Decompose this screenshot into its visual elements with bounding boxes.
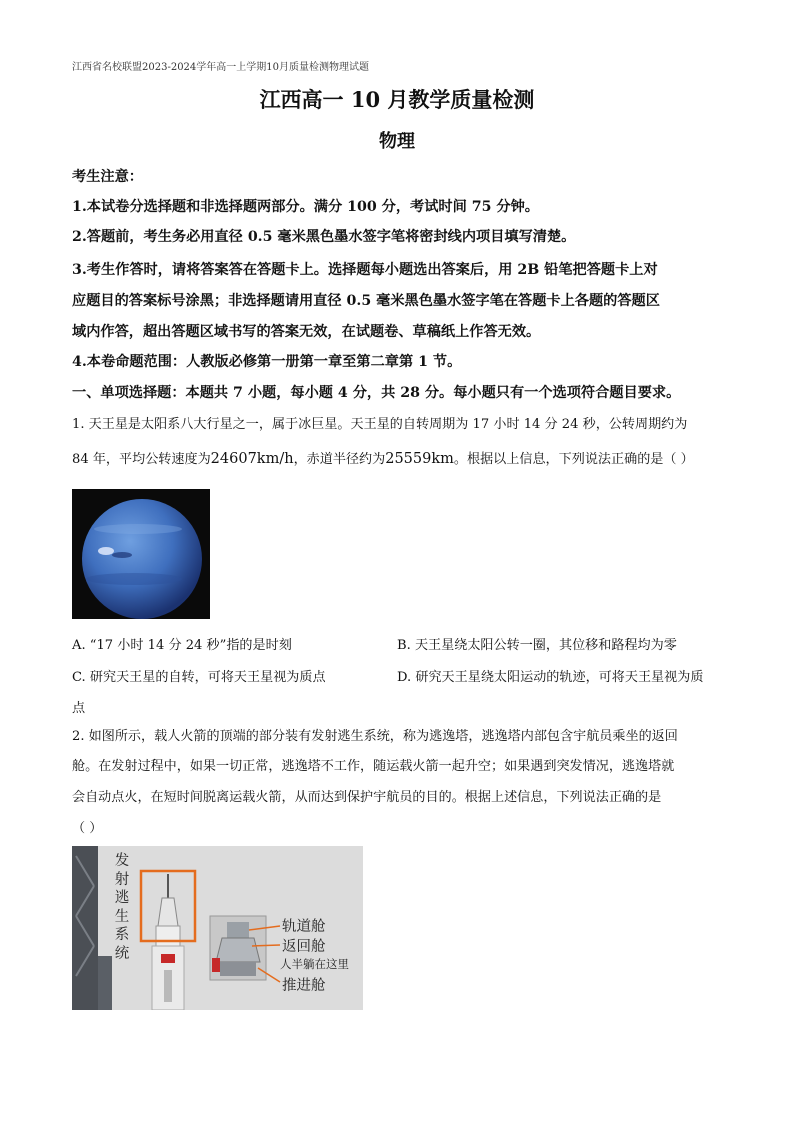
- notice-item-3-line-2: 应题目的答案标号涂黑；非选择题请用直径 0.5 毫米黑色墨水签字笔在答题卡上各题的答题区: [72, 293, 660, 309]
- section-1-heading: 一、单项选择题：本题共 7 小题，每小题 4 分，共 28 分。每小题只有一个选项符合题目要求。: [72, 385, 681, 401]
- q1-radius-value: 25559km: [385, 451, 454, 467]
- q2-stem-line-3: 会自动点火，在短时间脱离运载火箭，从而达到保护宇航员的目的。根据上述信息，下列说法正确的是: [72, 790, 662, 805]
- escape-label-char: 系: [114, 927, 130, 944]
- label-orbital-module: 轨道舱: [282, 919, 326, 935]
- escape-label-char: 生: [114, 908, 130, 925]
- q1-stem-text-c: 。根据以上信息，下列说法正确的是（ ）: [453, 452, 694, 467]
- label-propulsion-module: 推进舱: [282, 978, 326, 994]
- header-note: 江西省名校联盟2023-2024学年高一上学期10月质量检测物理试题: [72, 62, 370, 73]
- label-return-module: 返回舱: [282, 939, 326, 955]
- notice-item-3-line-3: 域内作答，超出答题区域书写的答案无效，在试题卷、草稿纸上作答无效。: [72, 324, 541, 340]
- escape-label-char: 射: [114, 871, 130, 888]
- planet-image: [72, 489, 210, 619]
- notice-item-3-line-1: 3.考生作答时，请将答案答在答题卡上。选择题每小题选出答案后，用 2B 铅笔把答题卡上对: [72, 262, 658, 278]
- rocket-flag: [161, 954, 175, 963]
- q1-option-d-continued: 点: [72, 701, 86, 716]
- notice-item-2: 2.答题前，考生务必用直径 0.5 毫米黑色墨水签字笔将密封线内项目填写清楚。: [72, 229, 576, 245]
- notice-item-4: 4.本卷命题范围：人教版必修第一册第一章至第二章第 1 节。: [72, 354, 462, 370]
- notice-item-1: 1.本试卷分选择题和非选择题两部分。满分 100 分，考试时间 75 分钟。: [72, 199, 539, 215]
- escape-label-char: 发: [114, 853, 130, 869]
- escape-label-char: 逃: [114, 890, 130, 907]
- escape-system-label: [112, 852, 132, 964]
- q2-stem-line-2: 舱。在发射过程中，如果一切正常，逃逸塔不工作，随运载火箭一起升空；如果遇到突发情况，逃逸塔就: [72, 759, 675, 774]
- q1-stem-text-b: ，赤道半径约为: [293, 452, 386, 467]
- q1-option-c: C. 研究天王星的自转，可将天王星视为质点: [72, 670, 326, 685]
- exam-title: 江西高一 10 月教学质量检测: [259, 87, 535, 112]
- label-astronaut-position: 人半躺在这里: [280, 957, 349, 971]
- q1-option-b: B. 天王星绕太阳公转一圈，其位移和路程均为零: [397, 638, 677, 653]
- q1-speed-value: 24607km/h: [210, 451, 294, 467]
- subject-title: 物理: [379, 131, 415, 152]
- q1-stem-line-2: [72, 446, 694, 473]
- q1-option-d: D. 研究天王星绕太阳运动的轨迹，可将天王星视为质: [397, 670, 704, 685]
- q1-option-a: A. “17 小时 14 分 24 秒”指的是时刻: [72, 638, 292, 653]
- escape-label-char: 统: [114, 945, 130, 962]
- q2-stem-line-1: 2. 如图所示，载人火箭的顶端的部分装有发射逃生系统，称为逃逸塔，逃逸塔内部包含宇航员乘坐的返回: [72, 729, 678, 744]
- notice-heading: 考生注意：: [72, 169, 143, 185]
- rocket-figure: [72, 846, 363, 1010]
- q1-stem-line-1: 1. 天王星是太阳系八大行星之一，属于冰巨星。天王星的自转周期为 17 小时 14 分 24 秒，公转周期约为: [72, 417, 688, 432]
- neptune-photo: [72, 489, 210, 619]
- q2-stem-line-4: （ ）: [72, 821, 103, 836]
- q1-stem-text-a: 84 年，平均公转速度为: [72, 452, 211, 467]
